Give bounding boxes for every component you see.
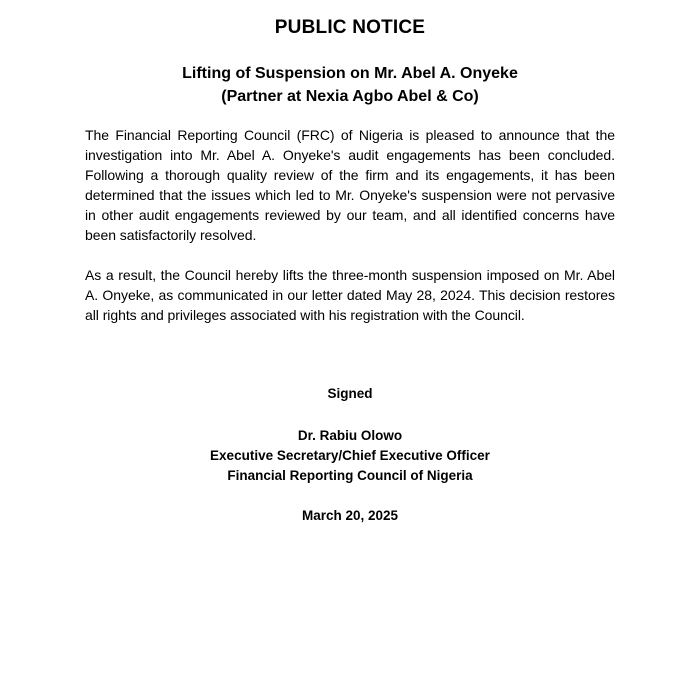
signatory-name: Dr. Rabiu Olowo (297, 428, 403, 443)
subtitle-line-1: Lifting of Suspension on Mr. Abel A. Onyeke (182, 65, 518, 82)
notice-date: March 20, 2025 (301, 508, 399, 523)
signatory-organization: Financial Reporting Council of Nigeria (227, 468, 473, 483)
signatory-position: Executive Secretary/Chief Executive Officer (210, 448, 490, 463)
subtitle-line-2: (Partner at Nexia Agbo Abel & Co) (221, 88, 479, 105)
notice-subtitle (0, 62, 700, 108)
signatory-block (0, 426, 700, 486)
paragraph-investigation: The Financial Reporting Council (FRC) of Nigeria is pleased to announce that the investigation into Mr. Abel A. Onyeke's audit engagements has been concluded. Following a thorough quality review of the firm and its engagements, it has been determined that the issues which led to Mr. Onyeke's suspension were not pervasive in other audit engagements reviewed by our team, and all identified concerns have been satisfactorily resolved. (85, 127, 615, 243)
signed-label: Signed (327, 386, 373, 401)
paragraph-suspension-lifted: As a result, the Council hereby lifts the three-month suspension imposed on Mr. Abel A. Onyeke, as communicated in our letter dated May 28, 2024. This decision restores all rights and privileges associated with his registration with the Council. (85, 267, 615, 323)
notice-title: PUBLIC NOTICE (274, 17, 426, 38)
